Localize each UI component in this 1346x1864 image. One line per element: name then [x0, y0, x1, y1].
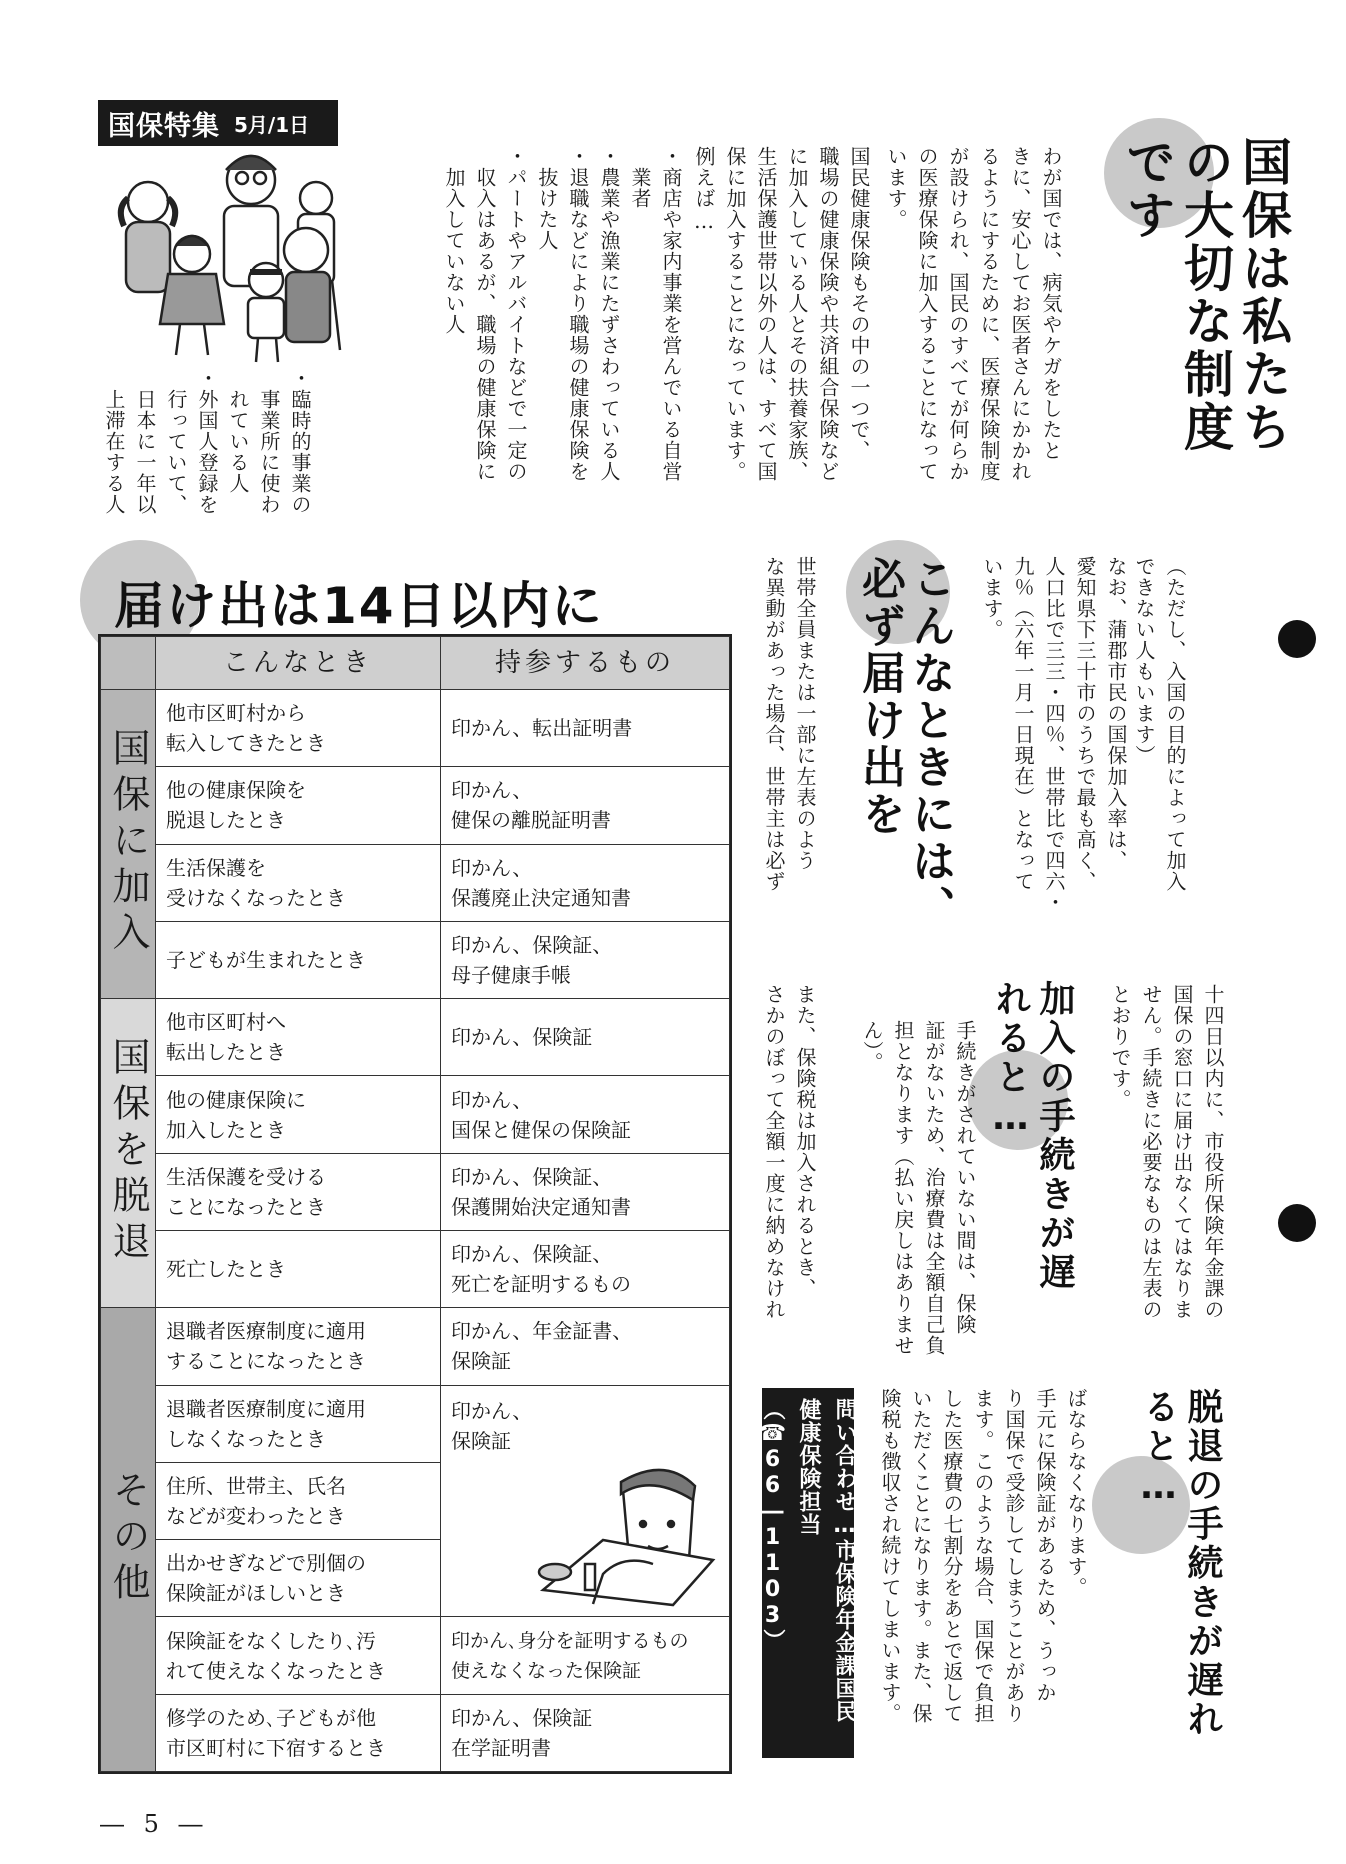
rate-line: 愛知県下三十市のうちで最も高く、: [1073, 556, 1097, 892]
report-line: 十四日以内に、市役所保険年金課の: [1201, 984, 1225, 1320]
intro-line: きに、安心してお医者さんにかかれ: [1008, 146, 1032, 482]
table-cell-when: 他市区町村へ 転出したとき: [156, 999, 441, 1076]
main-heading: 国保は私たちの大切な制度です: [1118, 136, 1292, 454]
table-cell-bring: 印かん、年金証書、 保険証: [441, 1308, 730, 1385]
page-number: ― 5 ―: [100, 1810, 209, 1838]
example-line: ・外国人登録を: [195, 368, 219, 515]
stamp-illustration: [503, 1460, 723, 1610]
punch-hole: [1278, 1204, 1316, 1242]
example-line: 行っていて、: [164, 368, 188, 515]
table-cell-when: 子どもが生まれたとき: [156, 921, 441, 998]
late-leave-line: り国保で受診してしまうことがあり: [1002, 1388, 1026, 1724]
late-join-paragraph-2: [758, 984, 820, 1354]
contact-box: [760, 1388, 857, 1758]
intro-line: 保に加入することになっています。: [723, 146, 747, 482]
late-leave-line: 手元に保険証があるため、うっか: [1033, 1388, 1057, 1703]
rate-line: 九％（六年一月一日現在）となって: [1011, 556, 1035, 892]
late-join-line: ん）。: [860, 1020, 884, 1073]
section-title: 国保特集: [108, 110, 220, 142]
example-line: 抜けた人: [535, 146, 559, 251]
rate-line: 人口比で三三・四％、世帯比で四六・: [1042, 556, 1066, 913]
examples-list: [438, 146, 686, 538]
report-paragraph: [758, 556, 820, 956]
must-report-heading: こんなときには、必ず届け出を: [854, 556, 955, 932]
intro-line: 国民健康保険もその中の一つで、: [847, 146, 871, 461]
late-leave-line: 険税も徴収され続けてしまいます。: [878, 1388, 902, 1724]
intro-paragraph-2: [688, 146, 874, 538]
report-line: とおりです。: [1108, 984, 1132, 1110]
note-line: （ただし、入国の目的によって加入: [1163, 556, 1187, 892]
table-cell-bring: 印かん、転出証明書: [441, 690, 730, 767]
table-cell-bring: 印かん、保険証、 死亡を証明するもの: [441, 1230, 730, 1307]
intro-line: 生活保護世帯以外の人は、すべて国: [754, 146, 778, 482]
table-cell-when: 退職者医療制度に適用 しなくなったとき: [156, 1385, 441, 1462]
intro-line: に加入している人とその扶養家族、: [785, 146, 809, 482]
table-corner: [101, 637, 156, 690]
example-line: 事業所に使わ: [257, 368, 281, 515]
late-join-line: 手続きがされていない間は、保険: [953, 1020, 977, 1335]
table-cell-when: 生活保護を受ける ことになったとき: [156, 1153, 441, 1230]
table-cell-when: 他市区町村から 転入してきたとき: [156, 690, 441, 767]
table-cell-bring: 印かん、保険証、 保護開始決定通知書: [441, 1153, 730, 1230]
example-line: ・商店や家内事業を営んでいる自営: [659, 146, 683, 482]
example-line: ・農業や漁業にたずさわっている人: [597, 146, 621, 482]
table-cell-when: 修学のため､子どもが他 市区町村に下宿するとき: [156, 1694, 441, 1771]
example-line: 上滞在する人: [102, 368, 126, 515]
example-line: ・臨時的事業の: [288, 368, 312, 515]
late-join-line: 証がないため、治療費は全額自己負: [922, 1020, 946, 1356]
table-cell-when: 生活保護を 受けなくなったとき: [156, 844, 441, 921]
late-leave-line: した医療費の七割分をあとで返して: [940, 1388, 964, 1724]
contact-line: 健康保険担当（☎66―1103）: [760, 1398, 821, 1652]
punch-hole: [1278, 620, 1316, 658]
intro-line: います。: [884, 146, 908, 230]
report-line: な異動があった場合、世帯主は必ず: [762, 556, 786, 892]
late-join-paragraph: [856, 1020, 980, 1380]
example-line: 日本に一年以: [133, 368, 157, 515]
table-cell-bring: 印かん、 保護廃止決定通知書: [441, 844, 730, 921]
category-leave: 国保を脱退: [101, 999, 156, 1308]
late-join-line: また、保険税は加入されるとき、: [793, 984, 817, 1299]
exception-note: [1128, 556, 1190, 956]
table-cell-when: 保険証をなくしたり､汚 れて使えなくなったとき: [156, 1617, 441, 1694]
intro-line: 職場の健康保険や共済組合保険など: [816, 146, 840, 482]
example-line: 業者: [628, 146, 652, 209]
late-join-line: 担となります（払い戻しはありませ: [891, 1020, 915, 1356]
category-other: その他: [101, 1308, 156, 1772]
table-cell-bring: 印かん、保険証 在学証明書: [441, 1694, 730, 1771]
table-cell-when: 住所、世帯主、氏名 などが変わったとき: [156, 1462, 441, 1539]
example-line: ・退職などにより職場の健康保険を: [566, 146, 590, 482]
table-cell-bring: 印かん、保険証、 母子健康手帳: [441, 921, 730, 998]
late-leave-line: ばならなくなります。: [1064, 1388, 1088, 1598]
late-leave-heading: 脱退の手続きが遅れると…: [1138, 1388, 1223, 1739]
example-line: 収入はあるが、職場の健康保険に: [473, 146, 497, 482]
table-cell-when: 死亡したとき: [156, 1230, 441, 1307]
intro-line: 例えば…: [692, 146, 716, 234]
intro-line: わが国では、病気やケガをしたと: [1039, 146, 1063, 461]
intro-line: が設けられ、国民のすべてが何らか: [946, 146, 970, 482]
table-cell-when: 他の健康保険を 脱退したとき: [156, 767, 441, 844]
report-line: 国保の窓口に届け出なくてはなりま: [1170, 984, 1194, 1320]
column-header-when: こんなとき: [156, 637, 441, 690]
section-tag: [98, 100, 338, 146]
report-line: 世帯全員または一部に左表のよう: [793, 556, 817, 871]
late-join-line: さかのぼって全額一度に納めなけれ: [762, 984, 786, 1320]
intro-line: の医療保険に加入することになって: [915, 146, 939, 482]
family-illustration: [96, 150, 346, 370]
late-join-heading: 加入の手続きが遅れると…: [990, 980, 1075, 1292]
table-cell-when: 退職者医療制度に適用 することになったとき: [156, 1308, 441, 1385]
table-cell-bring: 印かん、 保険証: [441, 1385, 730, 1617]
contact-line: 問い合わせ…市保険年金課国民: [832, 1398, 857, 1723]
rate-line: なお、蒲郡市民の国保加入率は、: [1104, 556, 1128, 871]
table-cell-when: 他の健康保険に 加入したとき: [156, 1076, 441, 1153]
enrollment-rate-paragraph: [976, 556, 1131, 956]
example-line: 加入していない人: [442, 146, 466, 335]
table-cell-when: 出かせぎなどで別個の 保険証がほしいとき: [156, 1540, 441, 1617]
table-cell-bring: 印かん、 健保の離脱証明書: [441, 767, 730, 844]
late-leave-line: ます。このような場合、国保で負担: [971, 1388, 995, 1724]
late-leave-paragraph: [874, 1388, 1091, 1768]
procedure-table: [98, 634, 732, 1774]
late-leave-line: いただくことになります。また、保: [909, 1388, 933, 1724]
table-cell-bring: 印かん、保険証: [441, 999, 730, 1076]
column-header-bring: 持参するもの: [441, 637, 730, 690]
note-line: できない人もいます）: [1132, 556, 1156, 766]
category-join: 国保に加入: [101, 690, 156, 999]
report-line: せん。手続きに必要なものは左表の: [1139, 984, 1163, 1320]
examples-list-2: [98, 368, 315, 538]
issue-date: 5月/1日: [234, 112, 310, 137]
deadline-heading: 届け出は14日以内に: [114, 577, 604, 635]
contact-text: [754, 1398, 862, 1748]
intro-paragraph-1: [880, 146, 1066, 538]
report-paragraph-2: [1104, 984, 1228, 1384]
intro-line: るようにするために、医療保険制度: [977, 146, 1001, 482]
table-cell-bring: 印かん､身分を証明するもの 使えなくなった保険証: [441, 1617, 730, 1694]
rate-line: います。: [980, 556, 1004, 640]
example-line: れている人: [226, 368, 250, 494]
example-line: ・パートやアルバイトなどで一定の: [504, 146, 528, 482]
table-cell-bring: 印かん、 国保と健保の保険証: [441, 1076, 730, 1153]
